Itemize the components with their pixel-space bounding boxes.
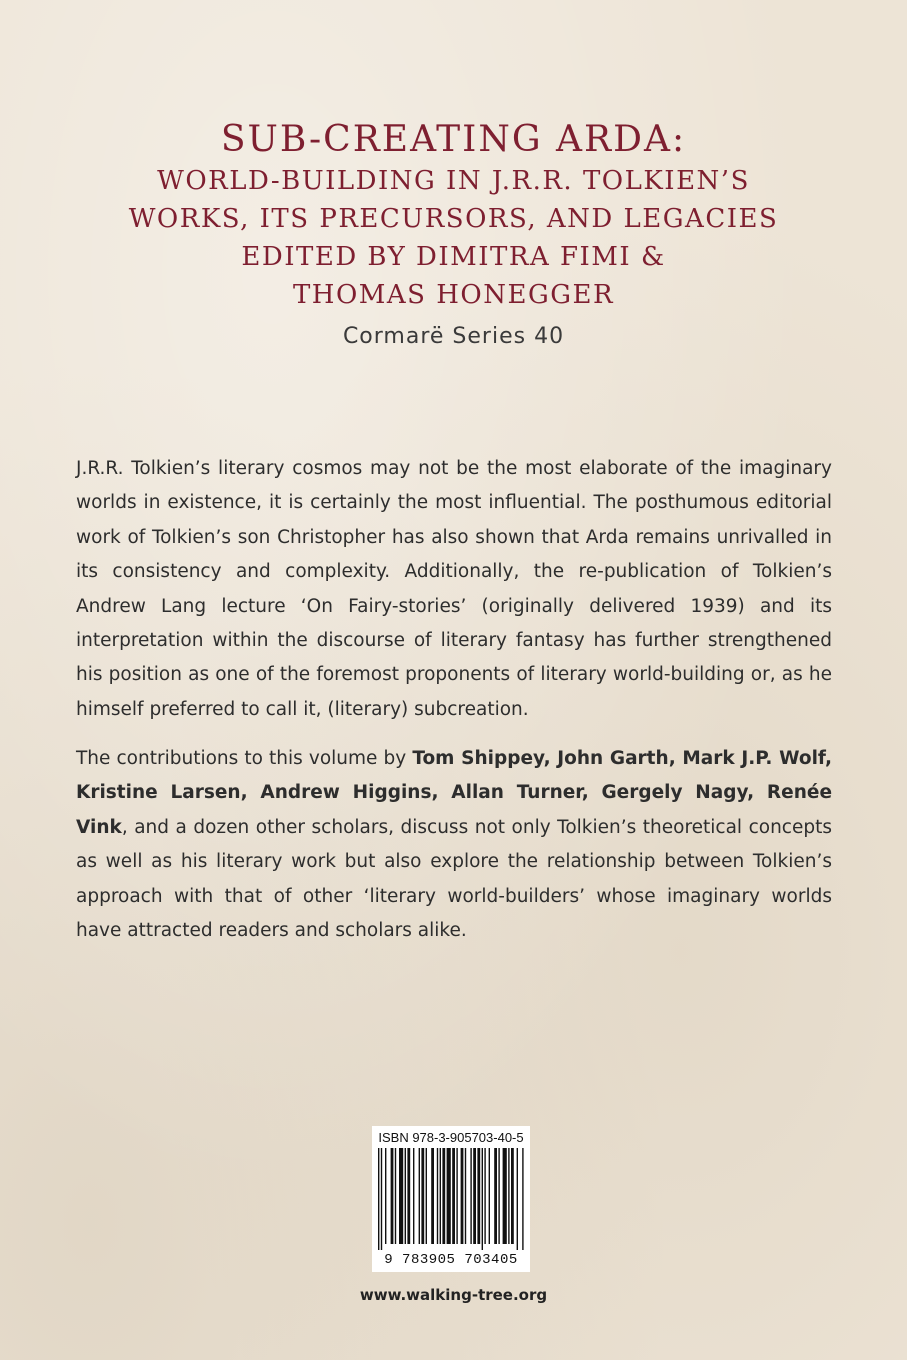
barcode-bar	[522, 1148, 523, 1250]
barcode-bar	[378, 1148, 379, 1250]
title-block	[0, 118, 907, 314]
barcode-bar	[419, 1148, 420, 1244]
editors-line-2: THOMAS HONEGGER	[292, 280, 615, 310]
barcode-bar	[391, 1148, 394, 1244]
series-label: Cormarë Series 40	[342, 324, 565, 349]
paragraph-2-rest: , and a dozen other scholars, discuss not only Tolkien’s theoretical concepts as well as his literary work but also explore the relationship between Tolkien’s approach with that of other ‘literary world-builders’ whose imaginary worlds have attracted readers and scholars alike.	[76, 816, 832, 942]
barcode-digits: 9 783905 703405	[384, 1252, 518, 1268]
barcode-bar	[437, 1148, 438, 1244]
barcode-bar	[456, 1148, 457, 1244]
barcode-bar	[426, 1148, 427, 1244]
barcode-bar	[421, 1148, 424, 1244]
barcode-bar	[405, 1148, 406, 1244]
barcode-bar	[452, 1148, 455, 1244]
barcode-bar	[517, 1148, 518, 1250]
barcode-bar	[473, 1148, 476, 1244]
book-title: SUB-CREATING ARDA:	[220, 119, 687, 160]
contributors-list: Tom Shippey, John Garth, Mark J.P. Wolf, Kristine Larsen, Andrew Higgins, Allan Turner, Gergely Nagy, Renée Vink	[76, 748, 832, 838]
barcode-bar	[395, 1148, 396, 1244]
barcode-bar	[482, 1148, 483, 1250]
barcode-bar	[477, 1148, 480, 1244]
barcode-bar	[508, 1148, 509, 1244]
editors-line-1: EDITED BY DIMITRA FIMI &	[241, 242, 666, 272]
barcode-bar	[461, 1148, 464, 1244]
book-subtitle-line-2: WORKS, ITS PRECURSORS, AND LEGACIES	[128, 204, 779, 234]
barcode-bar	[447, 1148, 451, 1244]
barcode-bar	[465, 1148, 466, 1244]
barcode-bar	[498, 1148, 499, 1244]
description-paragraph-2	[76, 742, 832, 948]
barcode-bar	[431, 1148, 434, 1244]
barcode-bar	[385, 1148, 386, 1244]
barcode-bar	[413, 1148, 414, 1244]
publisher-website: www.walking-tree.org	[359, 1286, 548, 1304]
barcode-bars	[378, 1148, 524, 1250]
barcode-bar	[440, 1148, 441, 1244]
paragraph-2-intro: The contributions to this volume by	[76, 748, 413, 769]
barcode-bar	[494, 1148, 497, 1244]
barcode-box	[372, 1126, 530, 1272]
barcode-bar	[511, 1148, 514, 1244]
barcode-bar	[399, 1148, 403, 1244]
isbn-label: ISBN 978-3-905703-40-5	[378, 1130, 524, 1145]
barcode-bar	[489, 1148, 490, 1244]
barcode-bar	[470, 1148, 471, 1244]
book-subtitle-line-1: WORLD-BUILDING IN J.R.R. TOLKIEN’S	[157, 166, 750, 196]
barcode-bar	[442, 1148, 445, 1244]
description-paragraph-1: J.R.R. Tolkien’s literary cosmos may not be the most elaborate of the imaginary worlds in existence, it is certainly the most influential. The posthumous editorial work of Tolkien’s son Christopher has also shown that Arda remains unrivalled in its consistency and complexity. Additionally, the re-publication of Tolkien’s Andrew Lang lecture ‘On Fairy-stories’ (originally delivered 1939) and its interpretation within the discourse of literary fantasy has further strengthened his position as one of the foremost proponents of literary world-building or, as he himself preferred to call it, (literary) subcreation.	[76, 458, 832, 720]
barcode-bar	[381, 1148, 382, 1250]
barcode-bar	[503, 1148, 507, 1244]
barcode-bar	[407, 1148, 410, 1244]
barcode-bar	[484, 1148, 485, 1244]
